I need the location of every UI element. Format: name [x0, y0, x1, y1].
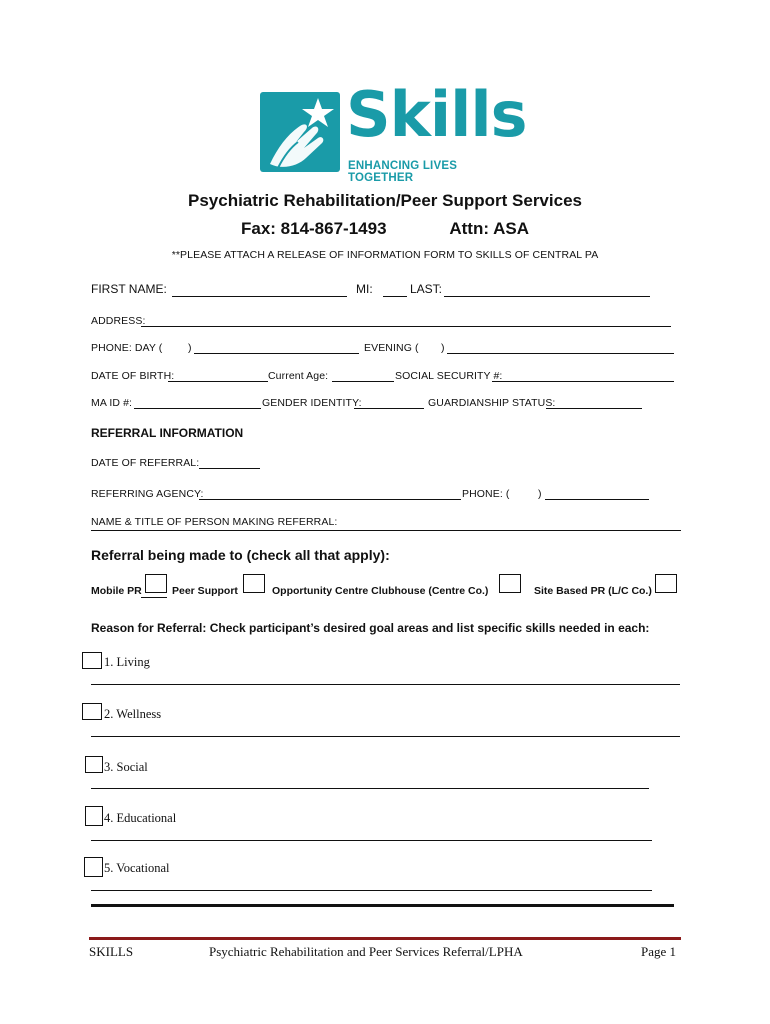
reason-living-checkbox[interactable]	[82, 652, 102, 669]
reason-vocational-checkbox[interactable]	[84, 857, 103, 877]
mi-label: MI:	[356, 282, 373, 296]
attn: Attn: ASA	[449, 219, 529, 238]
referral-date-field[interactable]	[199, 468, 260, 469]
phone-evening-field[interactable]	[447, 353, 674, 354]
opportunity-centre-checkbox[interactable]	[499, 574, 521, 593]
reason-educational-label: 4. Educational	[104, 811, 177, 825]
referral-phone-paren: )	[538, 488, 542, 500]
referral-phone-label: PHONE: (	[462, 488, 510, 500]
release-notice: **PLEASE ATTACH A RELEASE OF INFORMATION FORM TO SKILLS OF CENTRAL PA	[171, 249, 599, 261]
guardianship-field[interactable]	[546, 408, 642, 409]
reason-social-label: 3. Social	[104, 760, 148, 774]
reason-vocational-line[interactable]	[91, 890, 652, 891]
logo-wordmark: Skills	[346, 78, 527, 151]
phone-day-field[interactable]	[194, 353, 359, 354]
referrer-name-title-label: NAME & TITLE OF PERSON MAKING REFERRAL:	[91, 516, 338, 528]
first-name-field[interactable]	[172, 296, 347, 297]
referral-section-title: REFERRAL INFORMATION	[91, 426, 244, 440]
phone-day-paren: )	[188, 342, 192, 354]
reason-living-line[interactable]	[91, 684, 680, 685]
ma-id-field[interactable]	[134, 408, 261, 409]
fax-number: Fax: 814-867-1493	[240, 219, 387, 238]
reason-living-label: 1. Living	[104, 655, 150, 669]
services-title: Referral being made to (check all that apply):	[91, 547, 390, 563]
referrer-name-title-field[interactable]	[91, 530, 681, 531]
address-field[interactable]	[141, 326, 671, 327]
dob-label: DATE OF BIRTH:	[91, 370, 175, 382]
phone-evening-paren: )	[441, 342, 445, 354]
reason-wellness-checkbox[interactable]	[82, 703, 102, 720]
service-option-opportunity-centre: Opportunity Centre Clubhouse (Centre Co.)	[272, 585, 489, 597]
last-name-label: LAST:	[410, 282, 443, 296]
hands-star-icon	[260, 92, 340, 172]
reason-social-line[interactable]	[91, 788, 649, 789]
service-option-mobile-pr: Mobile PR	[91, 585, 142, 597]
section-divider	[91, 904, 674, 907]
logo	[260, 78, 527, 184]
reason-wellness-line[interactable]	[91, 736, 680, 737]
ssn-field[interactable]	[492, 381, 674, 382]
ma-id-label: MA ID #:	[91, 397, 133, 409]
phone-evening-label: EVENING (	[364, 342, 419, 354]
footer-rule	[89, 937, 681, 940]
gender-field[interactable]	[354, 408, 424, 409]
guardianship-label: GUARDIANSHIP STATUS:	[428, 397, 556, 409]
mobile-pr-checkbox[interactable]	[145, 574, 167, 593]
address-label: ADDRESS:	[91, 315, 146, 327]
referral-date-label: DATE OF REFERRAL:	[91, 457, 200, 469]
mobile-pr-underline	[141, 597, 167, 598]
referring-agency-label: REFERRING AGENCY:	[91, 488, 204, 500]
reason-wellness-label: 2. Wellness	[104, 707, 162, 721]
referring-agency-field[interactable]	[199, 499, 461, 500]
fax-line	[0, 219, 770, 239]
reason-educational-checkbox[interactable]	[85, 806, 103, 826]
reason-vocational-label: 5. Vocational	[104, 861, 170, 875]
referral-phone-field[interactable]	[545, 499, 649, 500]
last-name-field[interactable]	[444, 296, 650, 297]
first-name-label: FIRST NAME:	[91, 282, 167, 296]
service-option-peer-support: Peer Support	[172, 585, 238, 597]
reason-social-checkbox[interactable]	[85, 756, 103, 773]
peer-support-checkbox[interactable]	[243, 574, 265, 593]
age-label: Current Age:	[268, 370, 329, 382]
mi-field[interactable]	[383, 296, 407, 297]
service-option-site-based-pr: Site Based PR (L/C Co.)	[534, 585, 652, 597]
form-title: Psychiatric Rehabilitation/Peer Support Services	[188, 191, 582, 210]
reasons-title: Reason for Referral: Check participant’s desired goal areas and list specific skills needed in each:	[91, 621, 650, 635]
age-field[interactable]	[332, 381, 394, 382]
phone-day-label: PHONE: DAY (	[91, 342, 163, 354]
footer-center: Psychiatric Rehabilitation and Peer Services Referral/LPHA	[209, 944, 523, 959]
gender-label: GENDER IDENTITY:	[262, 397, 362, 409]
reason-educational-line[interactable]	[91, 840, 652, 841]
footer-left: SKILLS	[89, 944, 134, 959]
footer-page-number: Page 1	[641, 944, 677, 959]
logo-tagline: ENHANCING LIVES TOGETHER	[348, 160, 458, 184]
dob-field[interactable]	[168, 381, 268, 382]
site-based-pr-checkbox[interactable]	[655, 574, 677, 593]
ssn-label: SOCIAL SECURITY #:	[395, 370, 503, 382]
